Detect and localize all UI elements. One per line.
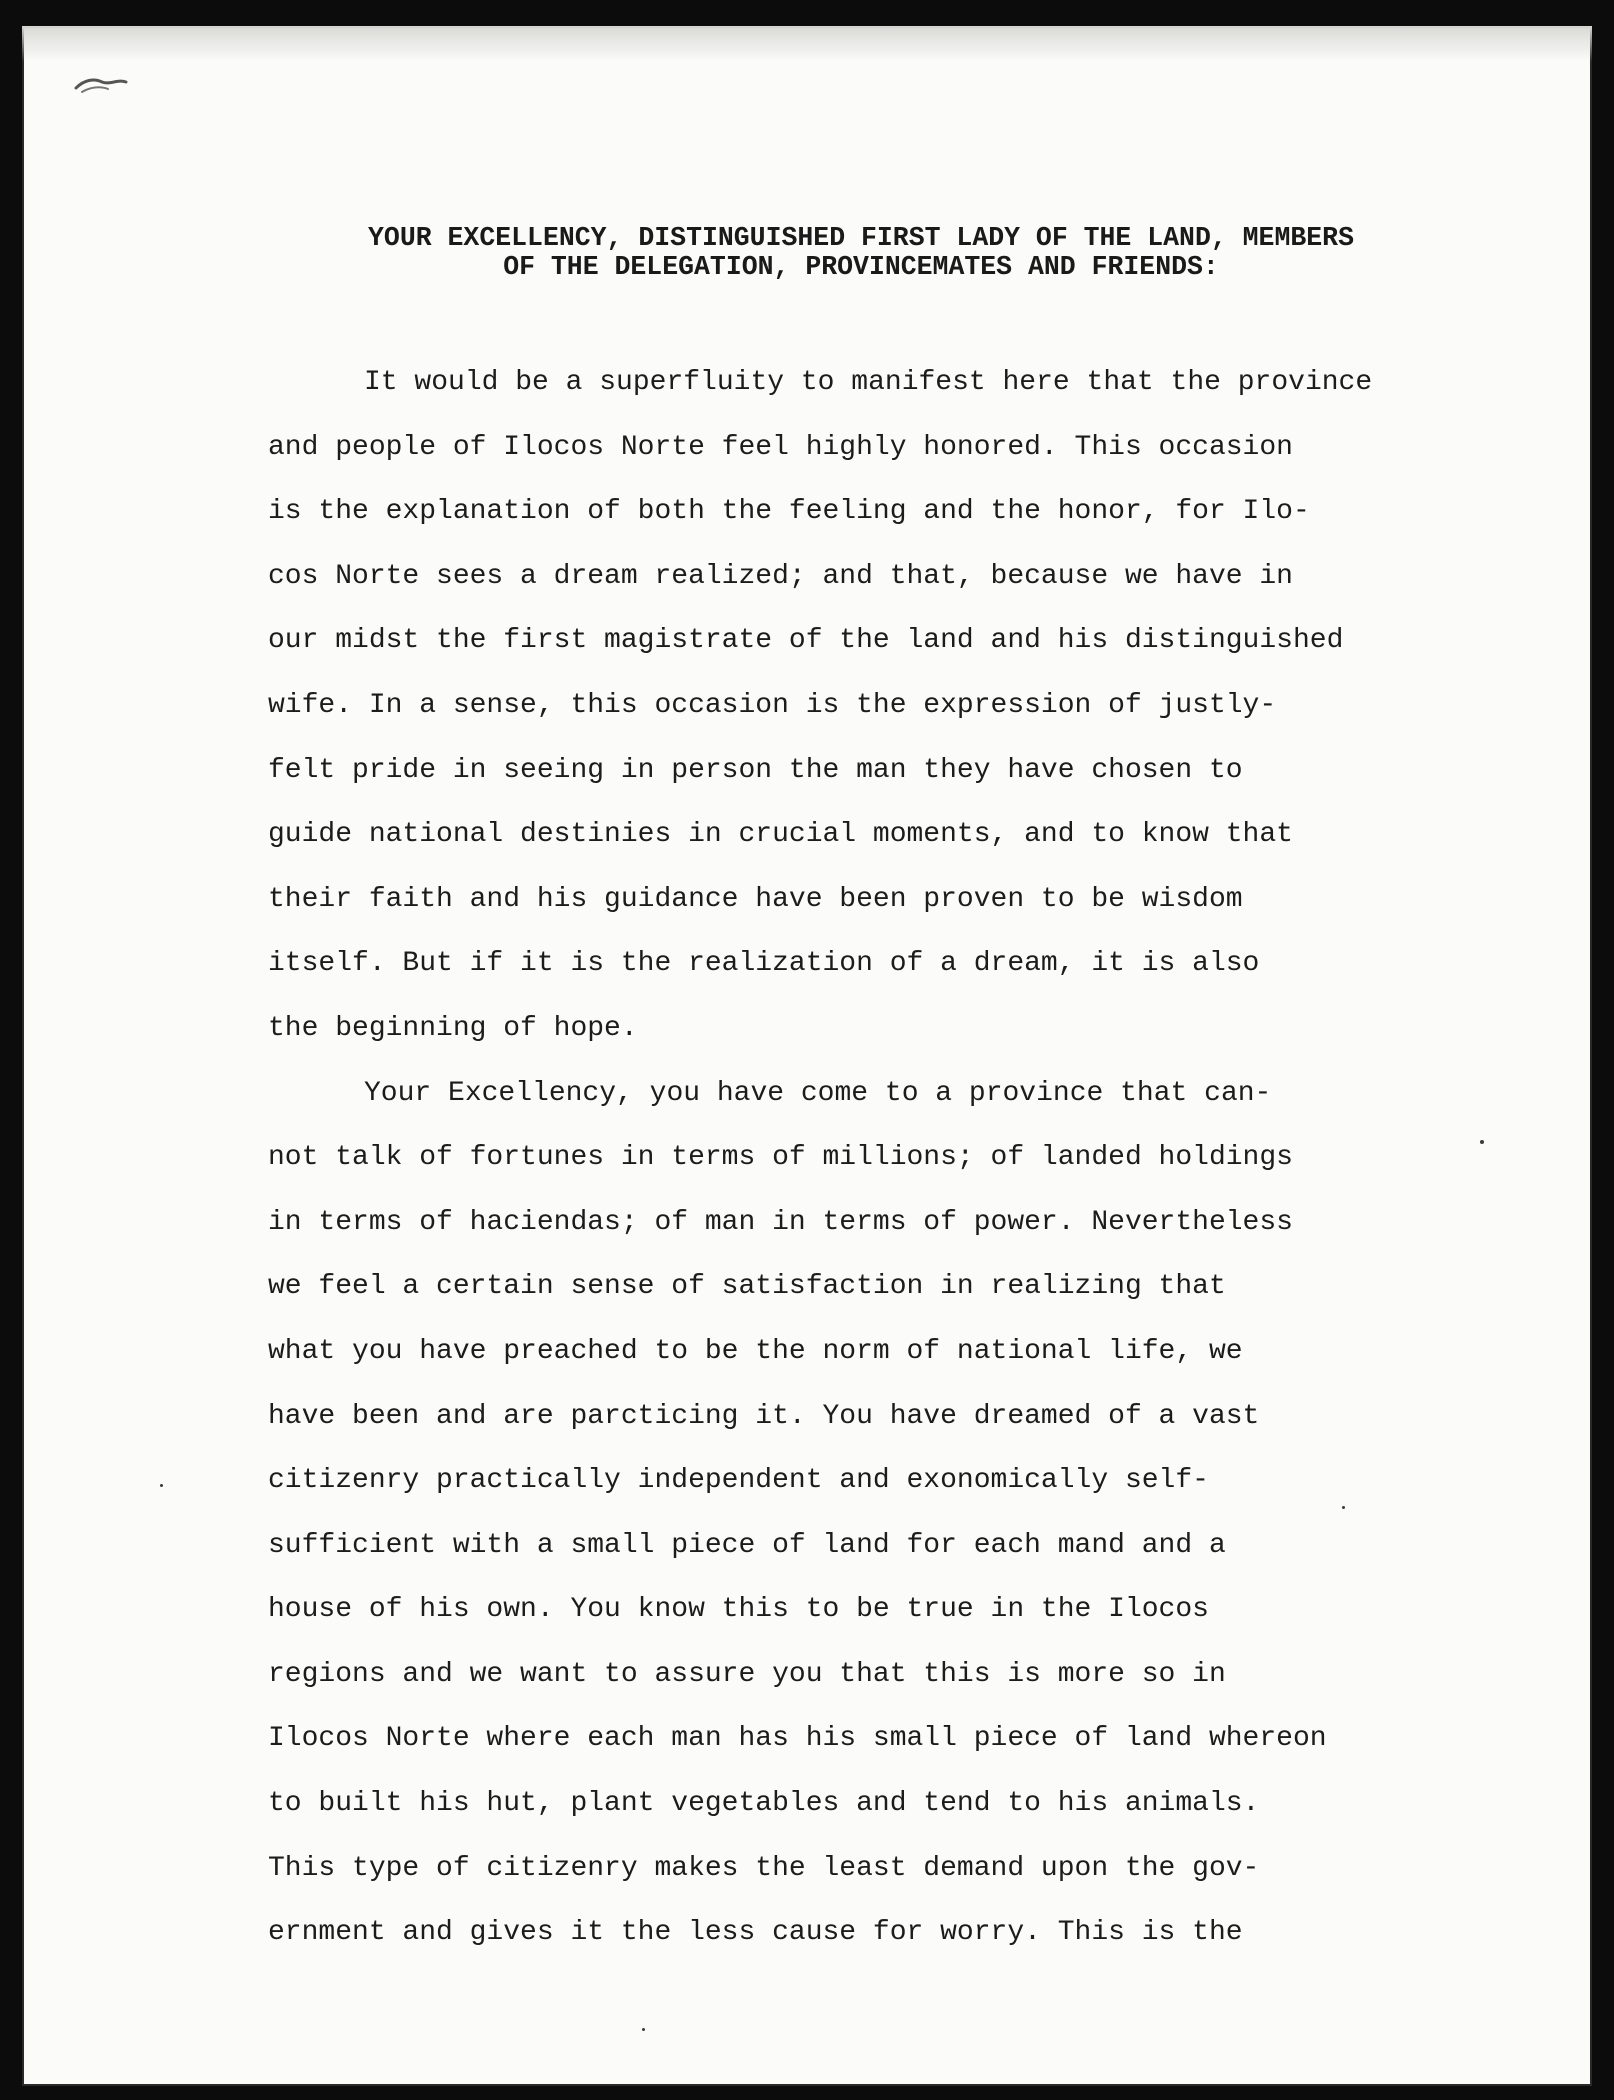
salutation-heading [236,224,1486,282]
paragraph-1-line: felt pride in seeing in person the man they have chosen to [268,754,1243,786]
paragraph-2-line: in terms of haciendas; of man in terms of power. Nevertheless [268,1206,1293,1238]
paragraph-2-line: have been and are parcticing it. You have dreamed of a vast [268,1400,1260,1432]
paragraph-2-line: ernment and gives it the less cause for worry. This is the [268,1917,1243,1949]
paragraph-1-line: the beginning of hope. [268,1012,638,1044]
paragraph-1-line: is the explanation of both the feeling and the honor, for Ilo- [268,496,1310,528]
paragraph-2-line: what you have preached to be the norm of national life, we [268,1335,1243,1367]
typewritten-page [22,26,1592,2086]
paragraph-1-line: our midst the first magistrate of the land and his distinguished [268,625,1344,657]
paragraph-2-line: to built his hut, plant vegetables and tend to his animals. [268,1788,1260,1820]
paragraph-2-line: regions and we want to assure you that this is more so in [268,1658,1226,1690]
heading-line-1: YOUR EXCELLENCY, DISTINGUISHED FIRST LADY OF THE LAND, MEMBERS [368,223,1354,253]
paragraph-1-line: It would be a superfluity to manifest here that the province [364,367,1373,398]
paragraph-2-line: Ilocos Norte where each man has his small piece of land whereon [268,1723,1327,1755]
paragraph-2-line: Your Excellency, you have come to a province that can- [364,1077,1272,1109]
speech-body [268,351,1548,1966]
paragraph-1-line: their faith and his guidance have been proven to be wisdom [268,883,1243,915]
paragraph-2-line: not talk of fortunes in terms of millions; of landed holdings [268,1142,1293,1174]
paper-speck [642,2028,645,2031]
paragraph-1-line: guide national destinies in crucial moments, and to know that [268,819,1293,851]
paragraph-2-line: house of his own. You know this to be true in the Ilocos [268,1594,1209,1626]
paragraph-2-line: This type of citizenry makes the least demand upon the gov- [268,1852,1260,1884]
paragraph-1-line: wife. In a sense, this occasion is the expression of justly- [268,689,1277,721]
heading-line-2: OF THE DELEGATION, PROVINCEMATES AND FRIENDS: [503,252,1219,282]
paragraph-1-line: cos Norte sees a dream realized; and that, because we have in [268,560,1293,592]
paragraph-1-line: and people of Ilocos Norte feel highly honored. This occasion [268,431,1293,463]
page-top-shadow [22,26,1592,62]
ink-smudge-mark [72,70,130,96]
paragraph-2-line: citizenry practically independent and exonomically self- [268,1465,1209,1497]
paragraph-1-line: itself. But if it is the realization of a dream, it is also [268,948,1260,980]
paragraph-2-line: we feel a certain sense of satisfaction in realizing that [268,1271,1226,1303]
paper-speck [160,1484,163,1487]
paragraph-2-line: sufficient with a small piece of land for each mand and a [268,1529,1226,1561]
